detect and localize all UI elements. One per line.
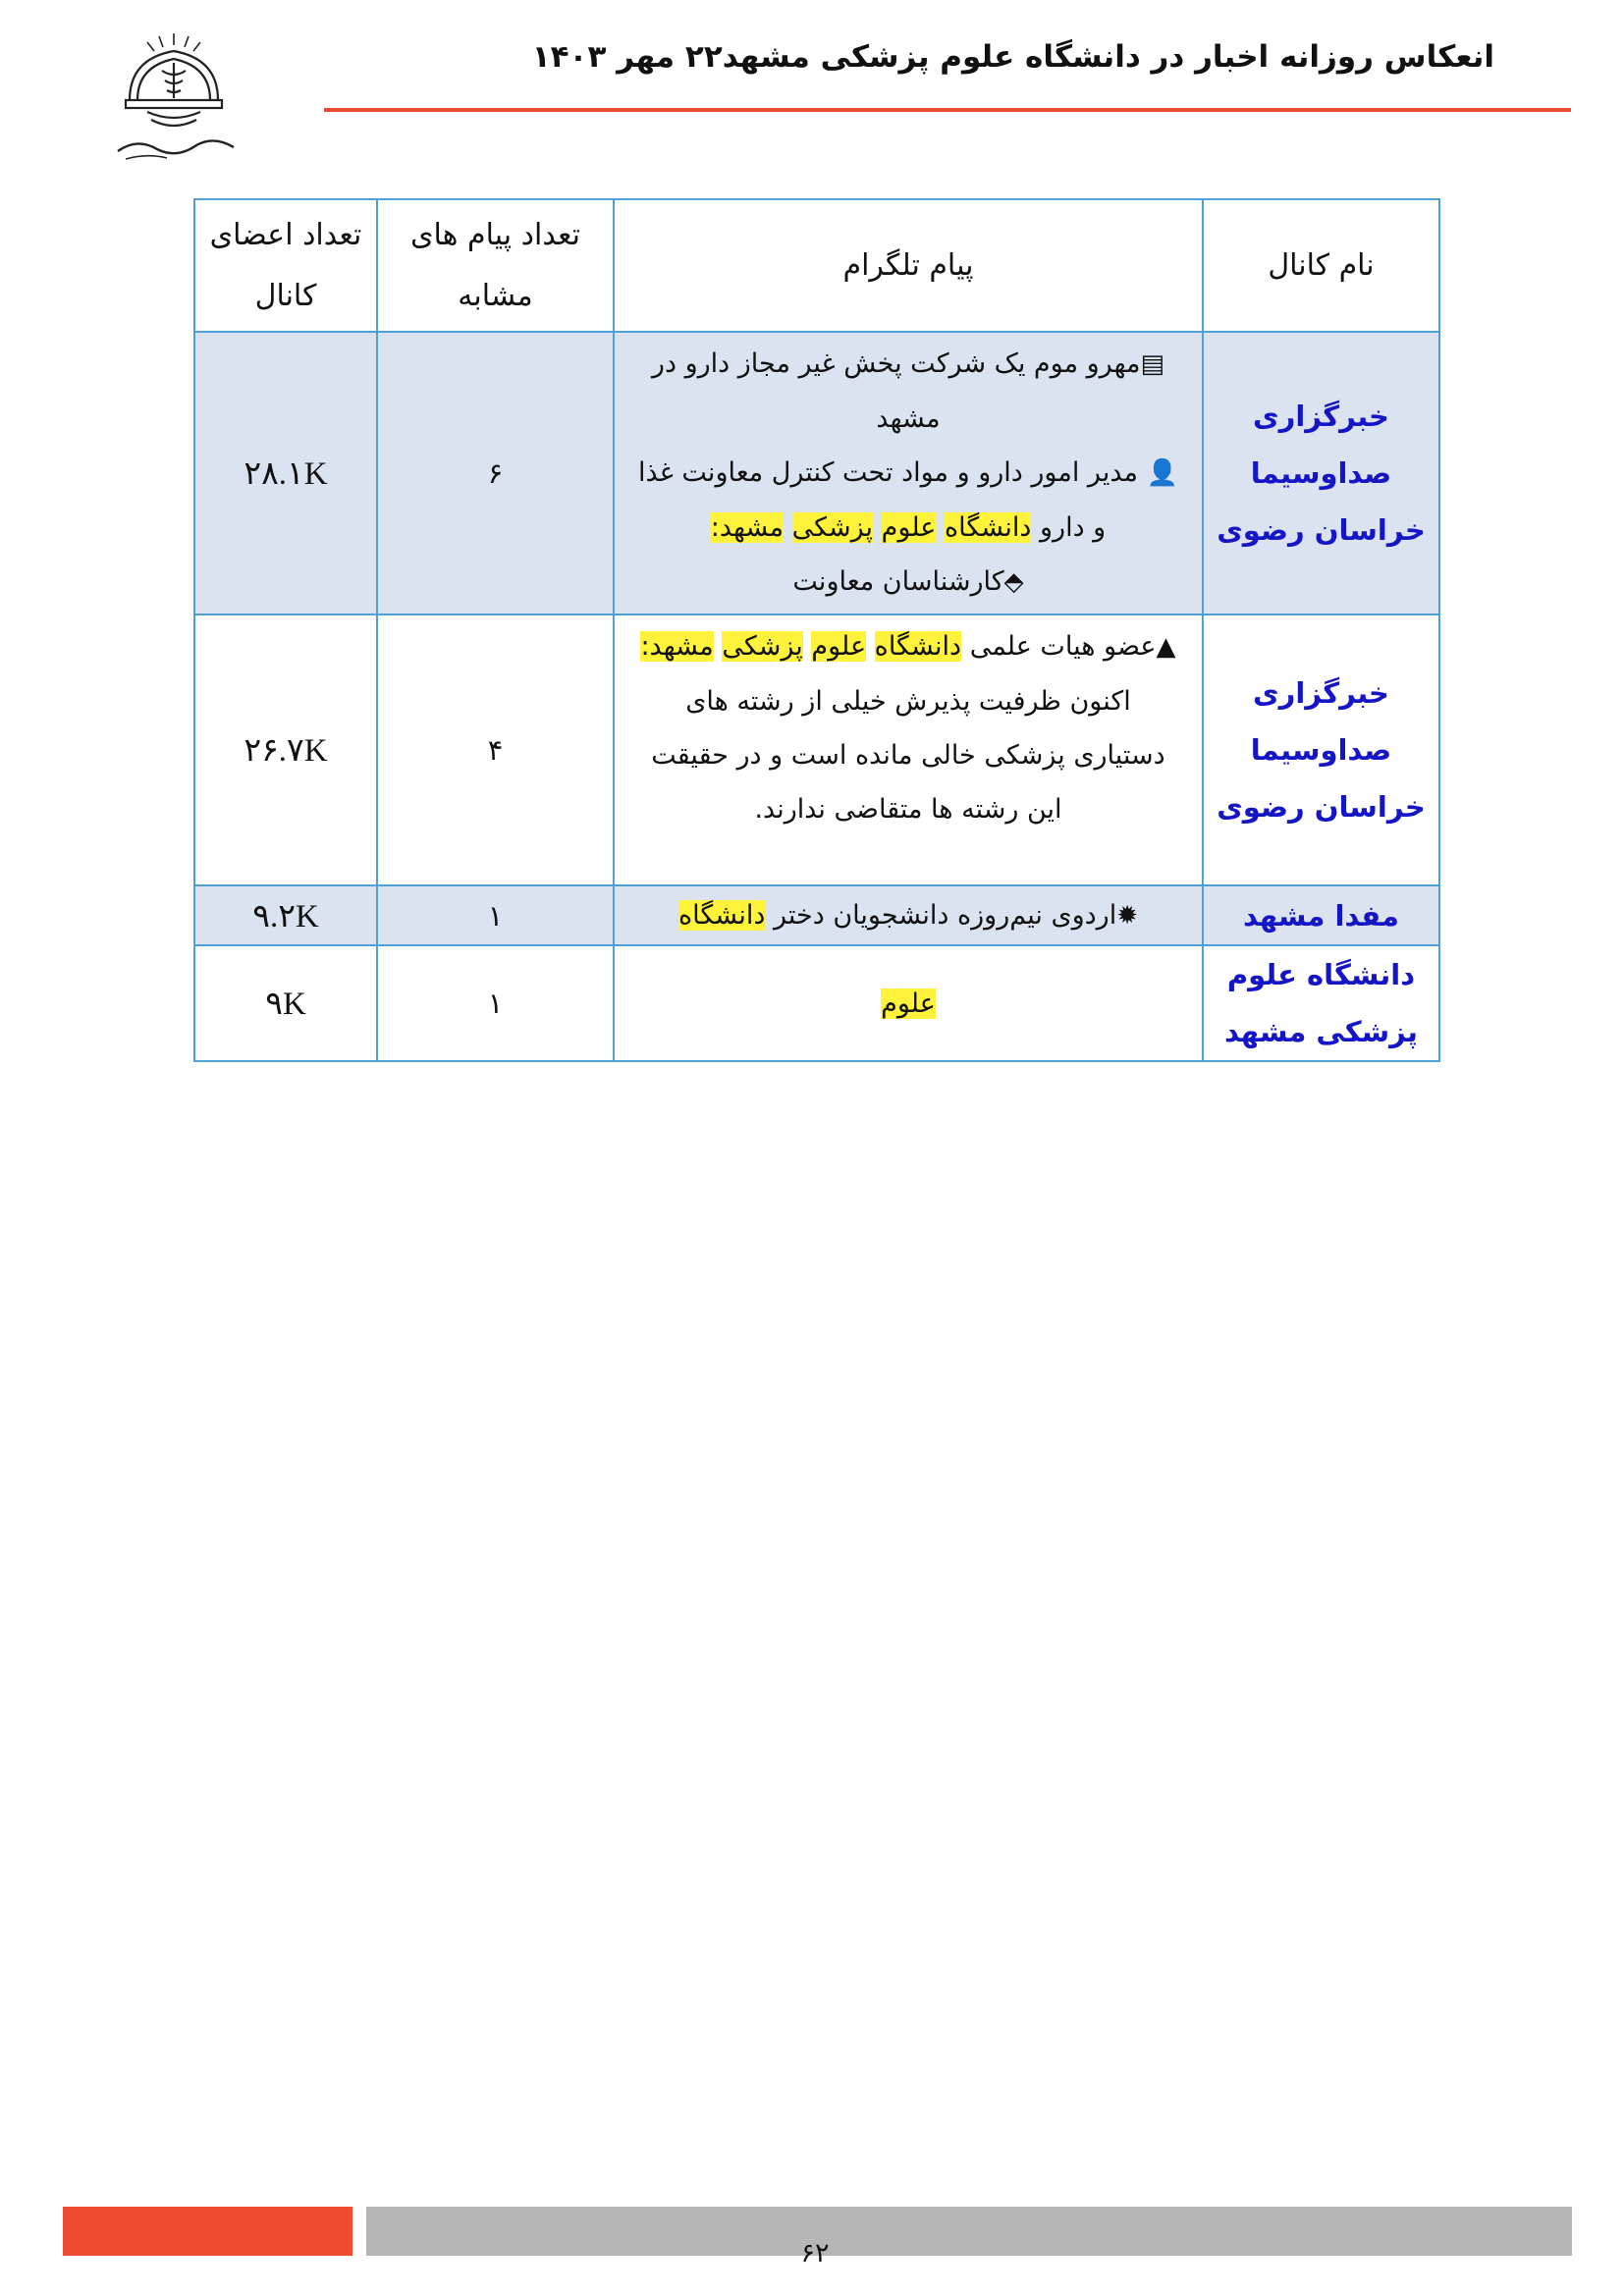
- channel-name-cell: [1203, 332, 1439, 614]
- similar-count-cell: ۱: [377, 945, 614, 1061]
- channel-name-line: مفدا مشهد: [1243, 898, 1399, 933]
- message-line: مشهد: [876, 403, 941, 434]
- page-number: ۶۲: [800, 2238, 830, 2269]
- highlighted-keyword: علوم: [881, 988, 936, 1019]
- message-line: مهرو موم یک شرکت پخش غیر مجاز دارو در: [651, 348, 1141, 379]
- column-header-similar-count: تعداد پیام های مشابه: [377, 199, 614, 332]
- highlighted-keyword: پزشکی: [722, 631, 803, 662]
- telegram-message-cell: [614, 885, 1203, 945]
- channel-name-cell: [1203, 885, 1439, 945]
- channel-name-line: خبرگزاری: [1253, 676, 1389, 710]
- highlighted-keyword: پزشکی: [791, 512, 874, 543]
- column-header-telegram-message: پیام تلگرام: [614, 199, 1203, 332]
- stacked-lines-icon: ▤: [1140, 349, 1165, 379]
- similar-count-cell: ۴: [377, 614, 614, 885]
- member-count-cell: ۲۶.۷K: [194, 614, 377, 885]
- member-count-cell: ۹K: [194, 945, 377, 1061]
- footer-bar: [366, 2207, 1572, 2256]
- telegram-message-cell: [614, 945, 1203, 1061]
- channel-name-line: خراسان رضوی: [1217, 513, 1426, 547]
- page-header-title: انعکاس روزانه اخبار در دانشگاه علوم پزشکی مشهد۲۲ مهر ۱۴۰۳: [531, 39, 1494, 75]
- message-line: مدیر امور دارو و مواد تحت کنترل معاونت غذا: [638, 457, 1138, 488]
- highlighted-keyword: دانشگاه: [677, 899, 766, 931]
- table-row: [194, 885, 1439, 945]
- telegram-message-cell: [614, 332, 1203, 614]
- table-row: [194, 332, 1439, 614]
- table-row: [194, 945, 1439, 1061]
- highlighted-keyword: دانشگاه: [874, 631, 962, 662]
- triangle-icon: ▲: [1156, 632, 1176, 662]
- channel-name-line: دانشگاه علوم: [1226, 958, 1416, 991]
- table-row: [194, 614, 1439, 885]
- sparkle-icon: ✹: [1116, 900, 1139, 931]
- channel-name-line: صداوسیما: [1250, 733, 1392, 767]
- message-text: و دارو: [1040, 512, 1107, 543]
- message-line: کارشناسان معاونت: [792, 566, 1004, 597]
- message-text: عضو هیات علمی: [969, 631, 1157, 662]
- table-header-row: [194, 199, 1439, 332]
- similar-count-cell: ۶: [377, 332, 614, 614]
- member-count-cell: ۲۸.۱K: [194, 332, 377, 614]
- news-table: [193, 198, 1440, 1062]
- similar-count-cell: ۱: [377, 885, 614, 945]
- telegram-message-cell: [614, 614, 1203, 885]
- highlighted-keyword: مشهد:: [710, 512, 785, 543]
- footer-accent-bar: [63, 2207, 352, 2256]
- channel-name-line: خراسان رضوی: [1217, 790, 1426, 824]
- member-count-cell: ۹.۲K: [194, 885, 377, 945]
- channel-name-cell: [1203, 614, 1439, 885]
- column-header-channel-name: نام کانال: [1203, 199, 1439, 332]
- diamond-arrows-icon: ⬘: [1003, 567, 1024, 597]
- university-logo: [108, 29, 241, 167]
- channel-name-line: پزشکی مشهد: [1223, 1015, 1419, 1048]
- highlighted-keyword: دانشگاه: [944, 512, 1032, 543]
- highlighted-keyword: علوم: [881, 512, 937, 543]
- header-divider: [324, 108, 1571, 112]
- person-icon: 👤: [1146, 458, 1178, 488]
- message-line: این رشته ها متقاضی ندارند.: [754, 794, 1062, 825]
- channel-name-line: خبرگزاری: [1253, 400, 1389, 433]
- message-text: اردوی نیم‌روزه دانشجویان دختر: [774, 899, 1117, 931]
- highlighted-keyword: علوم: [811, 631, 867, 662]
- highlighted-keyword: مشهد:: [640, 631, 714, 662]
- message-line: دستیاری پزشکی خالی مانده است و در حقیقت: [651, 740, 1165, 771]
- column-header-member-count: تعداد اعضای کانال: [194, 199, 377, 332]
- channel-name-cell: [1203, 945, 1439, 1061]
- channel-name-line: صداوسیما: [1250, 456, 1392, 490]
- message-line: اکنون ظرفیت پذیرش خیلی از رشته های: [685, 686, 1131, 717]
